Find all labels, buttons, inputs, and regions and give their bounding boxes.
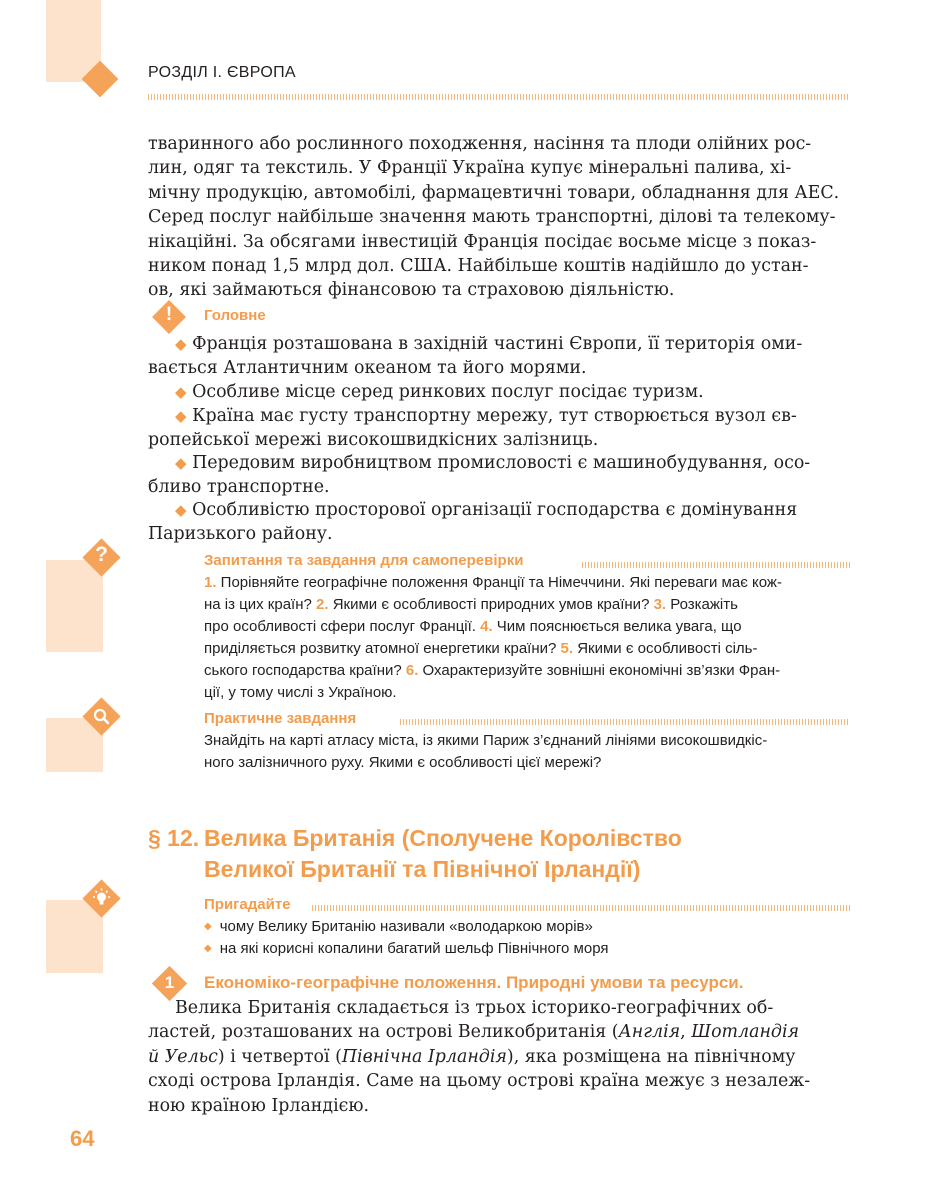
main-item: ◆ Передовим виробництвом промисловості є машинобудування, осо- бливо транспортне.: [148, 453, 811, 498]
bullet-diamond-icon: ◆: [175, 407, 187, 425]
subsection-number: 1: [164, 973, 175, 992]
main-item: ◆ Особливістю просторової організації господарства є домінування Паризького району.: [148, 500, 798, 545]
main-title: Головне: [204, 307, 266, 324]
exclamation-mark: !: [165, 304, 173, 325]
bullet-diamond-icon: ◆: [175, 383, 187, 401]
magnifier-icon: [91, 706, 112, 727]
chapter-header: РОЗДІЛ І. ЄВРОПА: [148, 64, 296, 81]
questions-text: [204, 572, 850, 704]
recall-rule: [312, 905, 850, 911]
main-item: ◆ Франція розташована в західній частині Європи, її територія оми- вається Атлантичним океаном та його морями.: [148, 334, 803, 379]
subsection-title: Економіко-географічне положення. Природні умови та ресурси.: [204, 973, 744, 992]
questions-tab: [46, 560, 103, 652]
practical-text: Знайдіть на карті атласу міста, із якими Париж з’єднаний лініями високошвидкіс- ного залізничного руху. Якими є особливості цієї мережі?: [204, 732, 768, 771]
questions-title: Запитання та завдання для самоперевірки: [204, 552, 524, 569]
question-line: приділяється розвитку атомної енергетики країни? 5. Якими є особливості сіль-: [204, 640, 758, 657]
bullet-diamond-icon: ◆: [204, 943, 212, 954]
practical-rule: [400, 719, 850, 725]
bullet-diamond-icon: ◆: [175, 454, 187, 472]
questions-rule: [582, 562, 850, 568]
body-line: й Уельс) і четвертої (Північна Ірландія), яка розміщена на північному: [148, 1046, 796, 1067]
body-paragraph: Велика Британія складається із трьох історико-географічних об- ластей, розташованих на острові Великобританія (Англія, Шотландія й Уельс) і четвертої (Північна Ірландія), яка розміщена на північному сході острова Ірландія. Саме на цьому острові країна межує з незалеж- ною країною Ірландією.: [148, 996, 850, 1118]
bullet-diamond-icon: ◆: [175, 501, 187, 519]
main-item: ◆ Країна має густу транспортну мережу, тут створюється вузол єв- ропейської мережі високошвидкісних залізниць.: [148, 406, 797, 451]
recall-title: Пригадайте: [204, 896, 291, 913]
question-line: ського господарства країни? 6. Охарактеризуйте зовнішні економічні зв’язки Фран-: [204, 662, 781, 679]
question-mark: ?: [95, 543, 108, 566]
section-title-line2: Великої Британії та Північної Ірландії): [204, 856, 641, 882]
bullet-diamond-icon: ◆: [175, 335, 187, 353]
section-title-line1: Велика Британія (Сполучене Королівство: [204, 825, 682, 851]
question-line: 1. Порівняйте географічне положення Франції та Німеччини. Які переваги має кож-: [204, 574, 782, 591]
recall-item: ◆ на які корисні копалини багатий шельф Північного моря: [204, 940, 609, 957]
lightbulb-icon: [90, 887, 113, 910]
header-rule: [148, 94, 850, 100]
practical-title: Практичне завдання: [204, 710, 357, 727]
section-number: § 12.: [148, 825, 200, 851]
bullet-diamond-icon: ◆: [204, 921, 212, 932]
question-line: ції, у тому числі з Україною.: [204, 684, 397, 701]
question-line: про особливості сфери послуг Франції. 4. Чим пояснюється велика увага, що: [204, 618, 742, 635]
main-item: ◆ Особливе місце серед ринкових послуг посідає туризм.: [175, 382, 704, 402]
recall-item: ◆ чому Велику Британію називали «володаркою морів»: [204, 918, 593, 935]
body-line: ластей, розташованих на острові Великобританія (Англія, Шотландія: [148, 1022, 800, 1043]
question-line: на із цих країн? 2. Якими є особливості природних умов країни? 3. Розкажіть: [204, 596, 738, 613]
intro-paragraph: тваринного або рослинного походження, насіння та плоди олійних рос- лин, одяг та текстиль. У Франції Україна купує мінеральні палива, хі- мічну продукцію, автомобілі, фармацевтичні товари, обладнання для АЕС. Серед послуг найбільше значення мають транспортні, ділові та телекому- нікаційні. За обсягами інвестицій Франція посідає восьме місце з показ- ником понад 1,5 млрд дол. США. Найбільше коштів надійшло до устан- ов, які займаються фінансовою та страховою діяльністю.: [148, 134, 840, 301]
page-number: 64: [70, 1126, 95, 1151]
